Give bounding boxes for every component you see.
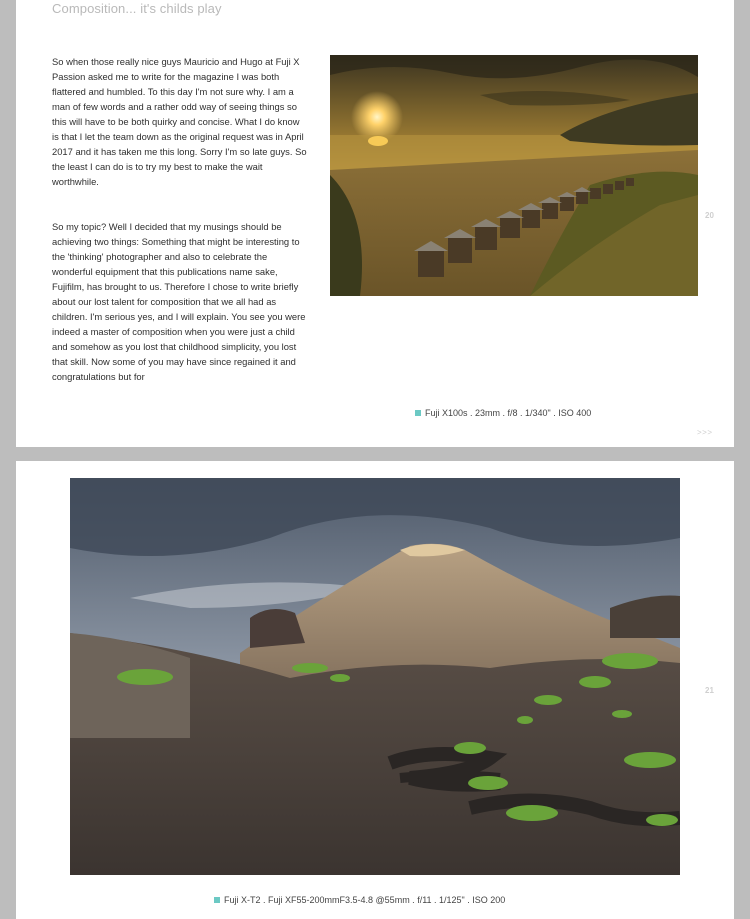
body-paragraph-1: So when those really nice guys Mauricio and Hugo at Fuji X Passion asked me to write for the magazine I was both flattered and humbled. To this day I'm not sure why. I am a man of few words and a rather odd way of seeing things so this will have to be both quirky and concise. What I do know is that I let the team down as the original request was in April 2017 and it has taken me this long. Sorry I'm so late guys. So the least I can do is to try my best to make the wait worthwhile. — [52, 56, 307, 187]
page-number: 21 — [705, 686, 714, 695]
photo-caption — [415, 408, 591, 418]
caption-marker-icon — [214, 897, 220, 903]
page-number: 20 — [705, 211, 714, 220]
caption-text: Fuji X-T2 . Fuji XF55-200mmF3.5-4.8 @55mm . f/11 . 1/125" . ISO 200 — [224, 895, 506, 905]
caption-marker-icon — [415, 410, 421, 416]
page-20 — [16, 0, 734, 447]
beach-sunset-photo — [330, 55, 698, 296]
caption-text: Fuji X100s . 23mm . f/8 . 1/340" . ISO 400 — [425, 408, 592, 418]
body-paragraph-2: So my topic? Well I decided that my musings should be achieving two things: Something that might be interesting to the 'thinking' photographer and also to celebrate the wonderful equipment that this publications name sake, Fujifilm, has brought to us. Therefore I chose to write briefly about our lost talent for composition that we all had as children. I'm serious yes, and I will explain. You see you were indeed a master of composition when you were just a child and somehow as you lost that childhood simplicity, you lost that skill. Now some of you may have since regained it and congratulations but for — [52, 221, 306, 382]
photo-caption — [214, 895, 505, 905]
volcano-landscape-photo — [70, 478, 680, 875]
page-21 — [16, 461, 734, 919]
continue-link[interactable]: >>> — [697, 428, 713, 437]
article-title: Composition... it's childs play — [52, 1, 222, 16]
